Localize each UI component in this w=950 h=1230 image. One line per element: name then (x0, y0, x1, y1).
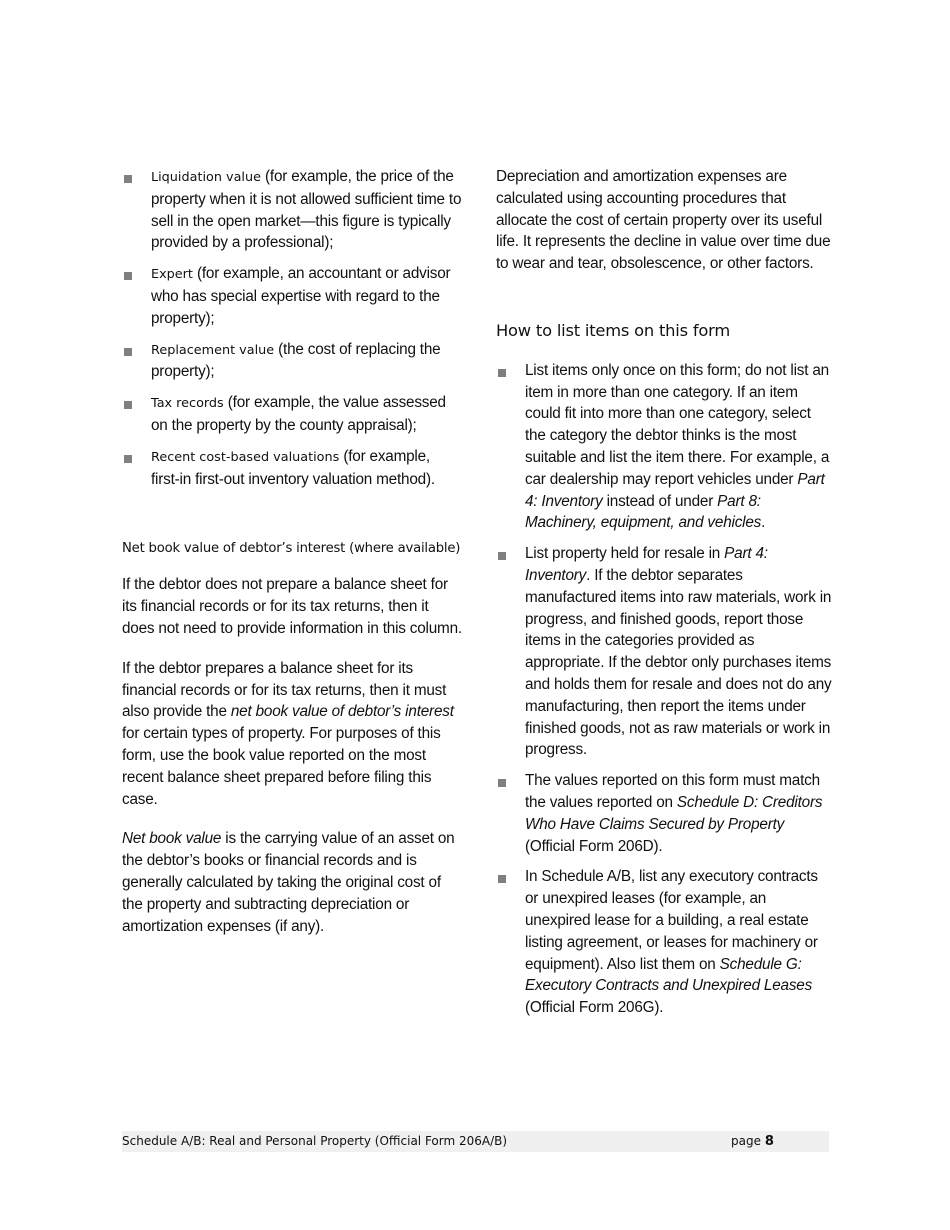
list-item (496, 543, 834, 761)
emphasis-term: net book value of debtor’s interest (230, 703, 454, 721)
bullet-term: Replacement value (151, 342, 275, 358)
bullet-text: (for example, the price of the property when it is not allowed sufficient time to sell in the open market—this figure is typically provided by a professional); (151, 168, 462, 252)
net-book-value-subheading: Net book value of debtor’s interest (where available) (122, 541, 461, 557)
text-run: (Official Form 206D). (525, 837, 663, 855)
emphasis-term: Schedule D: Creditors Who Have Claims Secured by Property (525, 793, 823, 833)
bullet-term: Recent cost-based valuations (151, 449, 340, 465)
bullet-text: (for example, first-in first-out inventory valuation method). (151, 447, 435, 488)
paragraph-net-book-value-definition (122, 828, 462, 937)
emphasis-term: Net book value (122, 830, 222, 848)
list-item (496, 360, 834, 534)
bullet-square-icon (124, 348, 132, 356)
bullet-square-icon (498, 779, 506, 787)
bullet-square-icon (124, 401, 132, 409)
section-heading: How to list items on this form (496, 320, 731, 340)
valuation-method-list (122, 166, 462, 490)
bullet-square-icon (124, 455, 132, 463)
text-run: The values reported on this form must match the values reported on (525, 772, 820, 811)
bullet-text: (for example, the value assessed on the property by the county appraisal); (151, 394, 446, 434)
list-item (122, 166, 462, 254)
listing-instructions-list (496, 360, 834, 1019)
emphasis-term: Part 8: Machinery, equipment, and vehicles (525, 492, 762, 532)
bullet-square-icon (498, 369, 506, 377)
text-run: List items only once on this form; do not list an item in more than one category. If an item could fit into more than one category, select the category the debtor thinks is the most suitable and list the item there. For example, a car dealership may report vehicles under (525, 361, 830, 488)
text-run: . (761, 514, 766, 532)
page-label: page (731, 1134, 761, 1148)
list-item (496, 770, 834, 857)
text-run: is the carrying value of an asset on the debtor’s books or financial records and is generally calculated by taking the original cost of the property and subtracting depreciation or amortization expenses (if any). (122, 830, 455, 935)
bullet-square-icon (124, 175, 132, 183)
bullet-square-icon (498, 552, 506, 560)
bullet-term: Expert (151, 267, 193, 283)
bullet-square-icon (124, 272, 132, 280)
list-item (496, 866, 834, 1019)
bullet-square-icon (498, 875, 506, 883)
emphasis-term: Part 4: Inventory (525, 470, 825, 510)
right-column (496, 166, 834, 1028)
bullet-text: (for example, an accountant or advisor who has special expertise with regard to the property); (151, 265, 451, 327)
text-run: (Official Form 206G). (525, 999, 664, 1017)
bullet-term: Liquidation value (151, 170, 261, 185)
text-run: . If the debtor separates manufactured items into raw materials, work in progress, and finished goods, report those items in the categories provided as appropriate. If the debtor only purchases items and holds them for resale and does not do any manufacturing, then report the items under finished goods, not as raw materials or work in progress. (525, 566, 832, 759)
text-run: If the debtor prepares a balance sheet for its financial records or for its tax returns, then it must also provide the (122, 659, 447, 721)
list-item (122, 263, 462, 329)
list-item (122, 392, 462, 437)
paragraph-no-balance-sheet: If the debtor does not prepare a balance sheet for its financial records or for its tax returns, then it does not need to provide information in this column. (122, 576, 462, 637)
emphasis-term: Part 4: Inventory (525, 545, 768, 584)
footer-page-number (731, 1131, 774, 1152)
text-run: for certain types of property. For purposes of this form, use the book value reported on the most recent balance sheet prepared before filing this case. (122, 725, 441, 808)
page-number-value: 8 (764, 1134, 774, 1149)
emphasis-term: Schedule G: Executory Contracts and Unexpired Leases (525, 955, 813, 995)
paragraph-balance-sheet (122, 658, 462, 811)
list-item (122, 339, 462, 384)
bullet-term: Tax records (151, 396, 224, 412)
text-run: List property held for resale in (525, 545, 725, 563)
list-item (122, 446, 462, 491)
bullet-text: (the cost of replacing the property); (151, 340, 441, 381)
depreciation-paragraph: Depreciation and amortization expenses are calculated using accounting procedures that allocate the cost of certain property over its useful life. It represents the decline in value over time due to wear and tear, obsolescence, or other factors. (496, 168, 831, 273)
text-run: instead of under (602, 492, 718, 510)
footer-form-title: Schedule A/B: Real and Personal Property (Official Form 206A/B) (122, 1134, 508, 1148)
left-column (122, 166, 462, 955)
text-run: In Schedule A/B, list any executory contracts or unexpired leases (for example, an unexpired lease for a building, a real estate listing agreement, or leases for machinery or equipment). Also list them on (525, 868, 818, 973)
page-footer (122, 1131, 829, 1152)
